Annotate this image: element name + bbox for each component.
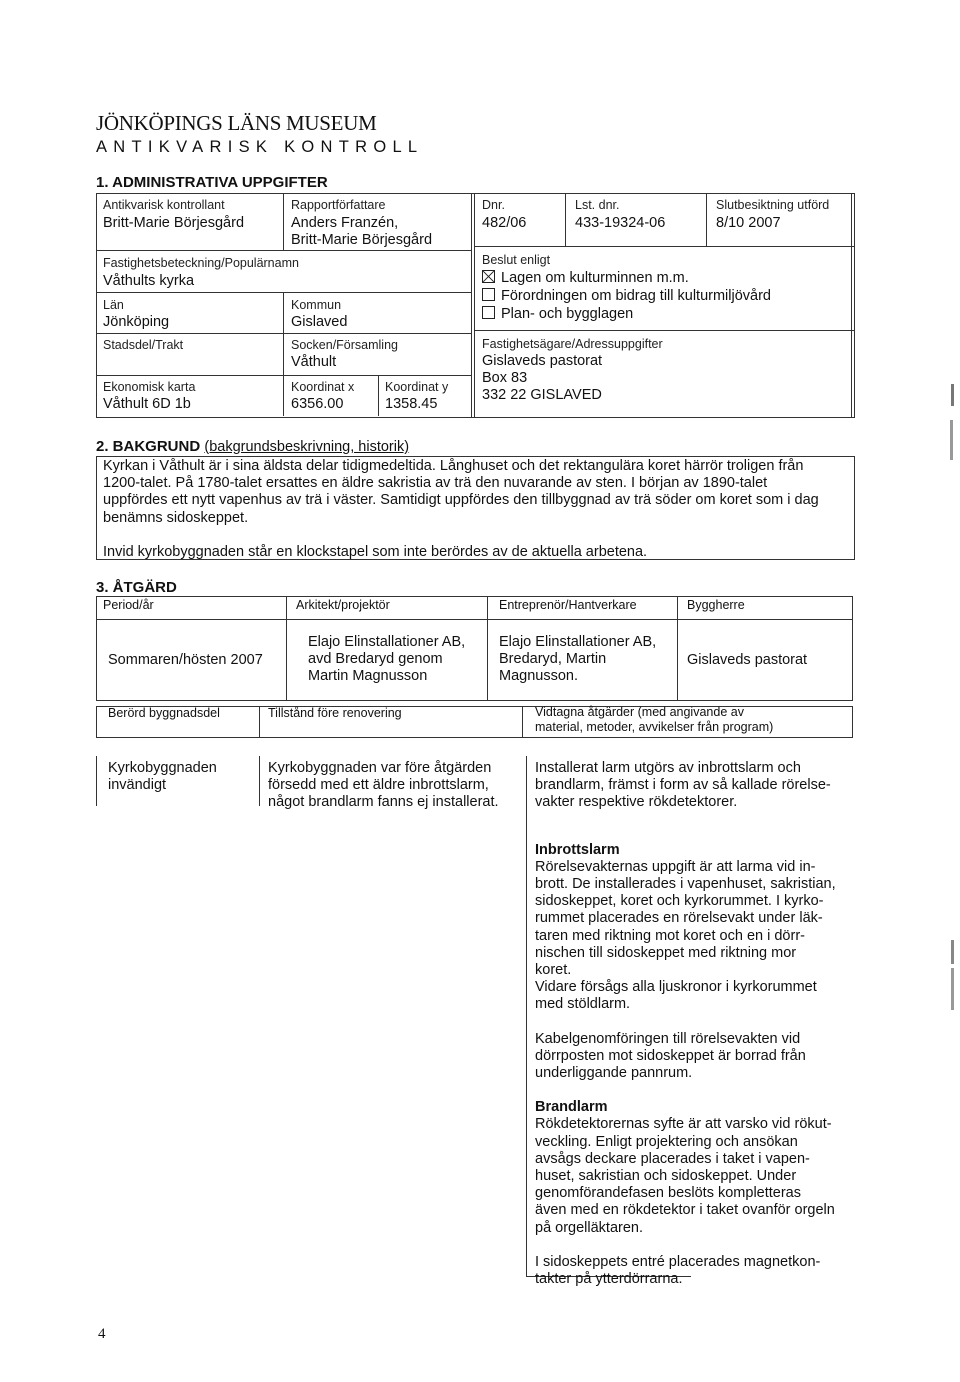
antikvarisk-label: Antikvarisk kontrollant: [103, 198, 225, 212]
col-entreprenor: Entreprenör/Hantverkare: [499, 598, 637, 612]
col-vidtagna: Vidtagna åtgärder (med angivande av material, metoder, avvikelser från program): [535, 705, 774, 734]
karta-label: Ekonomisk karta: [103, 380, 196, 394]
karta-value: Våthult 6D 1b: [103, 396, 191, 412]
inbrottslarm-heading: Inbrottslarm: [535, 841, 620, 858]
col-period: Period/år: [103, 598, 154, 612]
period-value: Sommaren/hösten 2007: [108, 652, 263, 668]
socken-label: Socken/Församling: [291, 338, 398, 352]
checkbox-empty-icon: [482, 306, 495, 319]
lstdnr-label: Lst. dnr.: [575, 198, 620, 212]
lan-label: Län: [103, 298, 124, 312]
background-text: Kyrkan i Våthult är i sina äldsta delar tidigmedeltida. Långhuset och det rektangulära koret härrör troligen från 1200-talet. På 1780-talet ersattes en äldre sakristia av trä den nuvarande av sten. I början av 1890-talet uppfördes ett nytt vapenhus av trä i väster. Samtidigt uppfördes den tillbyggnad av trä söder om koret som i dag benämns sidoskeppet. Invid kyrkobyggnaden står en klockstapel som inte berördes av de aktuella arbetena.: [103, 458, 819, 560]
rapport-value-2: Britt-Marie Börjesgård: [291, 232, 433, 248]
lstdnr-value: 433-19324-06: [575, 215, 666, 231]
checkbox-checked-icon: [482, 270, 495, 283]
section2-heading: 2. BAKGRUND (bakgrundsbeskrivning, historik): [96, 438, 410, 455]
fastighet-value: Våthults kyrka: [103, 273, 195, 289]
stadsdel-label: Stadsdel/Trakt: [103, 338, 184, 352]
agare-label: Fastighetsägare/Adressuppgifter: [482, 337, 663, 351]
kommun-label: Kommun: [291, 298, 342, 312]
rapport-value-1: Anders Franzén,: [291, 215, 399, 231]
kommun-value: Gislaved: [291, 314, 348, 330]
socken-value: Våthult: [291, 354, 337, 370]
vidtagna-text: Installerat larm utgörs av inbrottslarm och brandlarm, främst i form av så kallade rörelse- vakter respektive rökdetektorer. Inbrottslarm Rörelsevakternas uppgift är att larma vid in- brott. De installerades i vapenhuset, sakristian, sidoskeppet, koret och kyrkorummet. I kyrko- rummet placerades en rörelsevakt under läk- taren med riktning mot koret och en i dörr- nischen till sidoskeppet med riktning mor koret. Vidare försågs alla ljuskronor i kyrkorummet med stöldlarm. Kabelgenomföringen till rörelsevakten vid dörrposten mot sidoskeppet är borrad från underliggande pannrum. Brandlarm Rökdetektorernas syfte är att varsko vid rökut- veckling. Enligt projektering och ansökan avsågs deckare placerades i taket i vapen- huset, sakristian och sidoskeppet. Under genomförandefasen beslöts kompletteras även med en rökdetektor i taket ovanför orgeln på orgelläktaren. I sidoskeppets entré placerades magnetkon- takter på ytterdörrarna.: [535, 760, 847, 1288]
koordy-label: Koordinat y: [385, 380, 449, 394]
beslut-option-forordningen: Förordningen om bidrag till kulturmiljövård: [482, 288, 771, 304]
koordx-label: Koordinat x: [291, 380, 355, 394]
dnr-label: Dnr.: [482, 198, 505, 212]
col-berord: Berörd byggnadsdel: [108, 706, 220, 720]
section1-heading: 1. ADMINISTRATIVA UPPGIFTER: [96, 174, 328, 191]
checkbox-empty-icon: [482, 288, 495, 301]
lan-value: Jönköping: [103, 314, 170, 330]
koordy-value: 1358.45: [385, 396, 438, 412]
section3-heading: 3. ÅTGÄRD: [96, 579, 177, 596]
fastighet-label: Fastighetsbeteckning/Populärnamn: [103, 256, 299, 270]
document-subtitle: ANTIKVARISK KONTROLL: [96, 138, 424, 156]
byggherre-value: Gislaveds pastorat: [687, 652, 808, 668]
dnr-value: 482/06: [482, 215, 527, 231]
beslut-option-plan: Plan- och bygglagen: [482, 306, 633, 322]
agare-line-1: Gislaveds pastorat: [482, 353, 603, 369]
agare-line-3: 332 22 GISLAVED: [482, 387, 602, 403]
beslut-option-lagen: Lagen om kulturminnen m.m.: [482, 270, 689, 286]
tillstand-value: Kyrkobyggnaden var före åtgärden försedd med ett äldre inbrottslarm, något brandlarm fanns ej installerat.: [268, 760, 499, 811]
brandlarm-heading: Brandlarm: [535, 1099, 608, 1116]
berord-value: Kyrkobyggnaden invändigt: [108, 760, 217, 794]
col-arkitekt: Arkitekt/projektör: [296, 598, 390, 612]
slutbesiktning-label: Slutbesiktning utförd: [716, 198, 830, 212]
page-number: 4: [98, 1326, 106, 1342]
slutbesiktning-value: 8/10 2007: [716, 215, 781, 231]
koordx-value: 6356.00: [291, 396, 344, 412]
agare-line-2: Box 83: [482, 370, 528, 386]
entreprenor-value: Elajo Elinstallationer AB, Bredaryd, Martin Magnusson.: [499, 634, 657, 685]
rapport-label: Rapportförfattare: [291, 198, 386, 212]
beslut-label: Beslut enligt: [482, 253, 551, 267]
antikvarisk-value: Britt-Marie Börjesgård: [103, 215, 245, 231]
col-tillstand: Tillstånd före renovering: [268, 706, 402, 720]
museum-title: JÖNKÖPINGS LÄNS MUSEUM: [96, 111, 377, 135]
col-byggherre: Byggherre: [687, 598, 745, 612]
arkitekt-value: Elajo Elinstallationer AB, avd Bredaryd genom Martin Magnusson: [308, 634, 466, 685]
